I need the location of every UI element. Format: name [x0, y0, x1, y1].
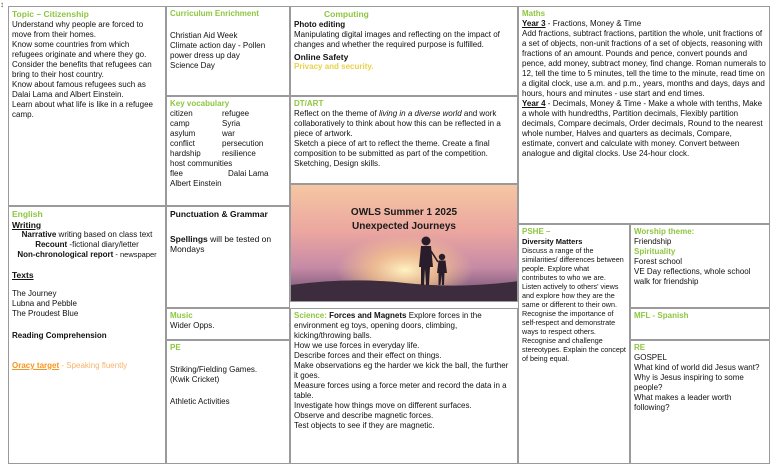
science-intro — [294, 311, 514, 341]
science-topic: Forces and Magnets — [329, 311, 407, 320]
pe-item: Striking/Fielding Games. — [170, 365, 258, 374]
spirituality-item: VE Day reflections, whole school walk for friendship — [634, 267, 751, 286]
text-item: The Journey — [12, 288, 57, 298]
year3-label: Year 3 — [522, 19, 546, 28]
enrichment-item: Climate action day - Pollen power dress up day — [170, 41, 266, 60]
citizenship-line: Consider the benefits that refugees can bring to their host country. — [12, 59, 152, 79]
dt-art-text — [294, 109, 514, 139]
spellings-label: Spellings — [170, 233, 208, 244]
dt-art-text-2: Sketch a piece of art to reflect the theme. Create a final composition to be submitted as part of the competition. Sketching, Design skills. — [294, 139, 490, 168]
spellings-text — [170, 234, 286, 255]
science-intro-text: Explore forces in the environment eg toys, opening doors, climbing, kicking/throwing balls. — [294, 311, 482, 340]
computing-title: Computing — [324, 9, 369, 19]
banner-subtitle: Unexpected Journeys — [352, 221, 456, 232]
music-panel — [166, 308, 290, 340]
vocab-word: hardship — [170, 149, 201, 158]
recount-label: Recount — [35, 240, 68, 250]
nonchron-label: Non-chronological report — [17, 250, 114, 260]
worship-panel — [630, 224, 770, 308]
banner-title: OWLS Summer 1 2025 — [350, 207, 458, 218]
year3-body: Add fractions, subtract fractions, partition the whole, unit fractions of a set of objects, non-unit fractions of a set of objects, reasoning with fractions of an amount. Pounds and pence, convert pounds and pence, add money, subtract money, find change. Roman numerals to 12, tell the time to 5 minutes, tell the time to the minute, read time on a digital clock, use a.m. and p.m., years, months and days, days and hours, hours and minutes - use start and end times. — [522, 29, 766, 98]
vocab-word: war — [222, 129, 235, 138]
science-line: Describe forces and their effect on things. — [294, 351, 442, 360]
mfl-panel — [630, 308, 770, 340]
vocab-word: resilience — [222, 149, 256, 158]
nonchron-text: - newspaper — [113, 250, 157, 260]
year3-heading — [522, 19, 766, 29]
narrative-label: Narrative — [21, 230, 57, 240]
photo-editing-text: Manipulating digital images and reflecting on the impact of changes and whether the required purpose is fulfilled. — [294, 29, 500, 49]
layout-marker-icon: ↕ — [0, 0, 4, 9]
vocab-word: persecution — [222, 139, 264, 148]
year4-section — [522, 99, 766, 159]
pshe-panel — [518, 224, 630, 464]
science-line: Investigate how things move on different surfaces. — [294, 401, 472, 410]
mfl-title: MFL - Spanish — [634, 311, 689, 320]
vocab-word: flee — [170, 169, 183, 178]
science-line: Test objects to see if they are magnetic. — [294, 421, 435, 430]
citizenship-panel — [8, 6, 166, 206]
re-item: GOSPEL — [634, 353, 667, 362]
nonchron-item — [12, 250, 162, 260]
text-item: Lubna and Pebble — [12, 298, 77, 308]
science-line: Observe and describe magnetic forces. — [294, 411, 434, 420]
science-line: How we use forces in everyday life. — [294, 341, 420, 350]
vocab-word: citizen — [170, 109, 193, 118]
worship-theme: Friendship — [634, 237, 672, 246]
punctuation-panel — [166, 206, 290, 308]
oracy-label: Oracy target — [12, 360, 60, 370]
text-item: The Proudest Blue — [12, 308, 79, 318]
dt-art-text-b: and work collaboratively to think about how this can be reflected in a piece of artwork. — [294, 109, 501, 138]
re-item: Why is Jesus inspiring to some people? — [634, 373, 744, 392]
spirituality-heading: Spirituality — [634, 247, 676, 256]
maths-panel — [518, 6, 770, 224]
online-safety-heading: Online Safety — [294, 51, 349, 62]
science-panel — [290, 308, 518, 464]
privacy-heading: Privacy and security. — [294, 62, 374, 72]
pshe-text: Discuss a range of the similarities/ differences between people. Explore what contributes to who we are. Listen actively to others' views and explore how they are the same or different to their own. Recognise the importance of self-respect and demonstrate ways to respect others. Recognise and challenge stereotypes. Explain the concept of being equal. — [522, 246, 626, 364]
science-line: Make observations eg the harder we kick the ball, the further it goes. — [294, 361, 509, 380]
vocab-word: Albert Einstein — [170, 179, 222, 188]
enrichment-item: Christian Aid Week — [170, 31, 238, 40]
music-text: Wider Opps. — [170, 321, 215, 330]
year3-topic: - Fractions, Money & Time — [545, 19, 642, 28]
maths-title: Maths — [522, 9, 546, 18]
pshe-topic: Diversity Matters — [522, 237, 583, 246]
re-item: What makes a leader worth following? — [634, 393, 732, 412]
photo-editing-heading: Photo editing — [294, 19, 346, 29]
pe-title: PE — [170, 343, 181, 352]
pe-panel — [166, 340, 290, 464]
citizenship-line: Understand why people are forced to move from their homes. — [12, 19, 144, 39]
pe-item: (Kwik Cricket) — [170, 375, 220, 384]
sunset-silhouette-image — [291, 185, 518, 302]
citizenship-line: Learn about what life is like in a refugee camp. — [12, 99, 153, 119]
pe-item: Athletic Activities — [170, 397, 230, 406]
recount-item — [12, 240, 162, 250]
science-title: Science: — [294, 311, 327, 320]
citizenship-title: Topic – Citizenship — [12, 9, 89, 19]
punctuation-title: Punctuation & Grammar — [170, 209, 268, 219]
banner-image — [290, 184, 518, 302]
vocab-word: camp — [170, 119, 190, 128]
oracy-item — [12, 361, 162, 371]
re-item: What kind of world did Jesus want? — [634, 363, 760, 372]
music-title: Music — [170, 311, 193, 320]
re-title: RE — [634, 343, 646, 352]
narrative-text: writing based on class text — [56, 230, 153, 240]
enrichment-item: Science Day — [170, 61, 215, 70]
oracy-text: - Speaking fluently — [59, 360, 128, 370]
vocab-word: Dalai Lama — [228, 169, 269, 178]
dt-art-text-italic: living in a diverse world — [378, 109, 462, 118]
computing-panel — [290, 6, 518, 96]
reading-heading: Reading Comprehension — [12, 330, 107, 340]
citizenship-line: Know some countries from which refugees originate and where they go. — [12, 39, 147, 59]
spirituality-item: Forest school — [634, 257, 683, 266]
recount-text: -fictional diary/letter — [67, 240, 139, 250]
texts-heading: Texts — [12, 270, 34, 281]
vocab-word: refugee — [222, 109, 250, 118]
dt-art-panel — [290, 96, 518, 184]
citizenship-line: Know about famous refugees such as Dalai Lama and Albert Einstein. — [12, 79, 146, 99]
re-panel — [630, 340, 770, 464]
vocab-word: conflict — [170, 139, 195, 148]
vocab-word: Syria — [222, 119, 241, 128]
worship-title: Worship theme: — [634, 227, 695, 236]
enrichment-panel — [166, 6, 290, 96]
enrichment-title: Curriculum Enrichment — [170, 9, 259, 18]
english-title: English — [12, 209, 43, 219]
narrative-item — [12, 230, 162, 240]
vocab-word: asylum — [170, 129, 196, 138]
pshe-title: PSHE – — [522, 227, 551, 236]
vocabulary-title: Key vocabulary — [170, 99, 230, 108]
dt-art-title: DT/ART — [294, 99, 324, 108]
vocab-word: host communities — [170, 159, 233, 168]
dt-art-text-a: Reflect on the theme of — [294, 109, 379, 118]
english-panel — [8, 206, 166, 464]
year4-label: Year 4 — [522, 99, 546, 108]
vocabulary-panel — [166, 96, 290, 206]
year4-body: - Decimals, Money & Time - Make a whole with tenths, Make a whole with hundredths, Partition decimals, Flexibly partition decimals, Compare decimals, Order decimals, Round to the nearest whole number, Halves and quarters as decimals, Compare, estimate, convert and calculate with money. Convert between analogue and digital clocks. Use 24-hour clock. — [522, 99, 763, 158]
spellings-detail: will be tested on Mondays — [170, 233, 272, 255]
science-line: Measure forces using a force meter and record the data in a table. — [294, 381, 507, 400]
writing-heading: Writing — [12, 219, 42, 230]
